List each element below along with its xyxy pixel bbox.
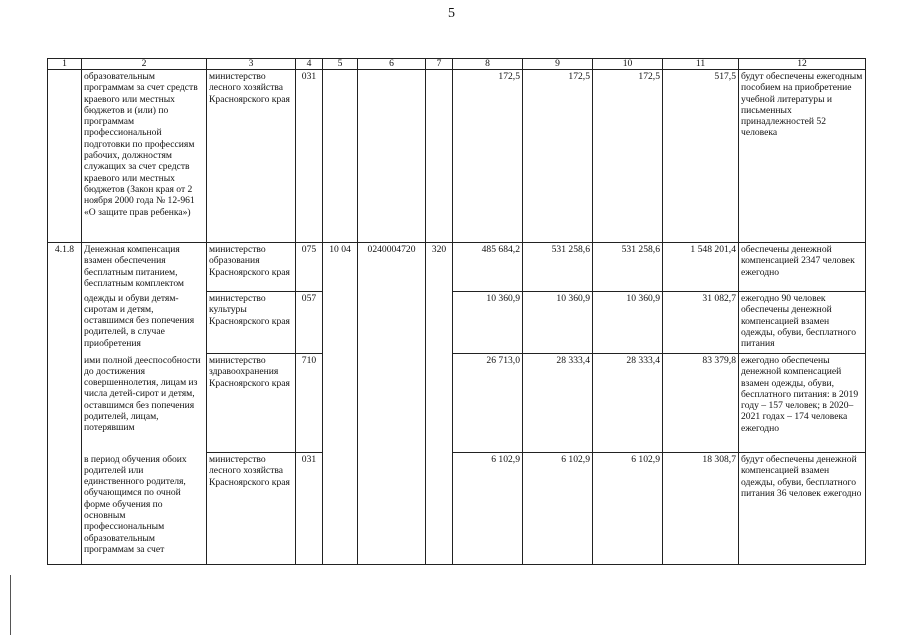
measure-description-part: Денежная компенсация взамен обеспечения бесплатным питанием, бесплатным комплектом bbox=[82, 243, 207, 292]
table-row bbox=[48, 453, 866, 565]
margin-rule bbox=[10, 575, 11, 635]
amount-2020: 28 333,4 bbox=[523, 354, 593, 453]
amount-total: 18 308,7 bbox=[663, 453, 739, 565]
measure-description-part: одежды и обуви детям-сиротам и детям, оставшимся без попечения родителей, в случае приобретения bbox=[82, 292, 207, 354]
executor-cell: министерство образования Красноярского края bbox=[207, 243, 296, 292]
measure-description: образовательным программам за счет средств краевого или местных бюджетов и (или) по программам профессиональной подготовки по профессиям рабочих, должностям служащих за счет средств краевого или местных бюджетов (Закон края от 2 ноября 2000 года № 12-961 «О защите прав ребенка») bbox=[82, 70, 207, 243]
executor-cell: министерство лесного хозяйства Красноярского края bbox=[207, 453, 296, 565]
section-code: 10 04 bbox=[323, 243, 358, 565]
target-article-code bbox=[358, 70, 426, 243]
expense-type-code: 320 bbox=[426, 243, 453, 565]
amount-total: 517,5 bbox=[663, 70, 739, 243]
expected-result: будут обеспечены ежегодным пособием на приобретение учебной литературы и письменных принадлежностей 52 человека bbox=[739, 70, 866, 243]
table-row bbox=[48, 354, 866, 453]
amount-2020: 10 360,9 bbox=[523, 292, 593, 354]
amount-2021: 531 258,6 bbox=[593, 243, 663, 292]
amount-2021: 6 102,9 bbox=[593, 453, 663, 565]
expected-result: будут обеспечены денежной компенсацией взамен одежды, обуви, бесплатного питания 36 человек ежегодно bbox=[739, 453, 866, 565]
col-header-4: 4 bbox=[296, 59, 323, 70]
amount-total: 31 082,7 bbox=[663, 292, 739, 354]
target-article-code: 0240004720 bbox=[358, 243, 426, 565]
amount-2021: 28 333,4 bbox=[593, 354, 663, 453]
section-code bbox=[323, 70, 358, 243]
measure-description-part: в период обучения обоих родителей или единственного родителя, обучающимся по очной форме обучения по основным профессиональным образовательным программам за счет bbox=[82, 453, 207, 565]
column-number-row bbox=[48, 59, 866, 70]
expense-type-code bbox=[426, 70, 453, 243]
executor-cell: министерство здравоохранения Красноярского края bbox=[207, 354, 296, 453]
col-header-7: 7 bbox=[426, 59, 453, 70]
col-header-3: 3 bbox=[207, 59, 296, 70]
col-header-2: 2 bbox=[82, 59, 207, 70]
amount-total: 1 548 201,4 bbox=[663, 243, 739, 292]
row-number-cell: 4.1.8 bbox=[48, 243, 82, 565]
budget-table bbox=[47, 58, 866, 565]
page-number: 5 bbox=[448, 6, 455, 21]
col-header-11: 11 bbox=[663, 59, 739, 70]
col-header-9: 9 bbox=[523, 59, 593, 70]
col-header-10: 10 bbox=[593, 59, 663, 70]
amount-2020: 172,5 bbox=[523, 70, 593, 243]
amount-2019: 26 713,0 bbox=[453, 354, 523, 453]
col-header-5: 5 bbox=[323, 59, 358, 70]
amount-2021: 10 360,9 bbox=[593, 292, 663, 354]
table-row bbox=[48, 243, 866, 292]
col-header-12: 12 bbox=[739, 59, 866, 70]
expected-result: ежегодно обеспечены денежной компенсацией взамен одежды, обуви, бесплатного питания: в 2019 году – 157 человек; в 2020–2021 годах – 174 человека ежегодно bbox=[739, 354, 866, 453]
table-row bbox=[48, 70, 866, 243]
col-header-6: 6 bbox=[358, 59, 426, 70]
grbs-code: 710 bbox=[296, 354, 323, 453]
grbs-code: 075 bbox=[296, 243, 323, 292]
col-header-8: 8 bbox=[453, 59, 523, 70]
measure-description-part: ими полной дееспособности до достижения совершеннолетия, лицам из числа детей-сирот и детям, оставшимся без попечения родителей, лицам, потерявшим bbox=[82, 354, 207, 453]
amount-2019: 485 684,2 bbox=[453, 243, 523, 292]
expected-result: обеспечены денежной компенсацией 2347 человек ежегодно bbox=[739, 243, 866, 292]
amount-2020: 531 258,6 bbox=[523, 243, 593, 292]
expected-result: ежегодно 90 человек обеспечены денежной компенсацией взамен одежды, обуви, бесплатного питания bbox=[739, 292, 866, 354]
amount-2019: 10 360,9 bbox=[453, 292, 523, 354]
grbs-code: 031 bbox=[296, 453, 323, 565]
amount-2020: 6 102,9 bbox=[523, 453, 593, 565]
col-header-1: 1 bbox=[48, 59, 82, 70]
executor-cell: министерство культуры Красноярского края bbox=[207, 292, 296, 354]
executor-cell: министерство лесного хозяйства Красноярского края bbox=[207, 70, 296, 243]
grbs-code: 057 bbox=[296, 292, 323, 354]
amount-2021: 172,5 bbox=[593, 70, 663, 243]
amount-2019: 6 102,9 bbox=[453, 453, 523, 565]
amount-total: 83 379,8 bbox=[663, 354, 739, 453]
row-number-cell bbox=[48, 70, 82, 243]
amount-2019: 172,5 bbox=[453, 70, 523, 243]
table-row bbox=[48, 292, 866, 354]
grbs-code: 031 bbox=[296, 70, 323, 243]
